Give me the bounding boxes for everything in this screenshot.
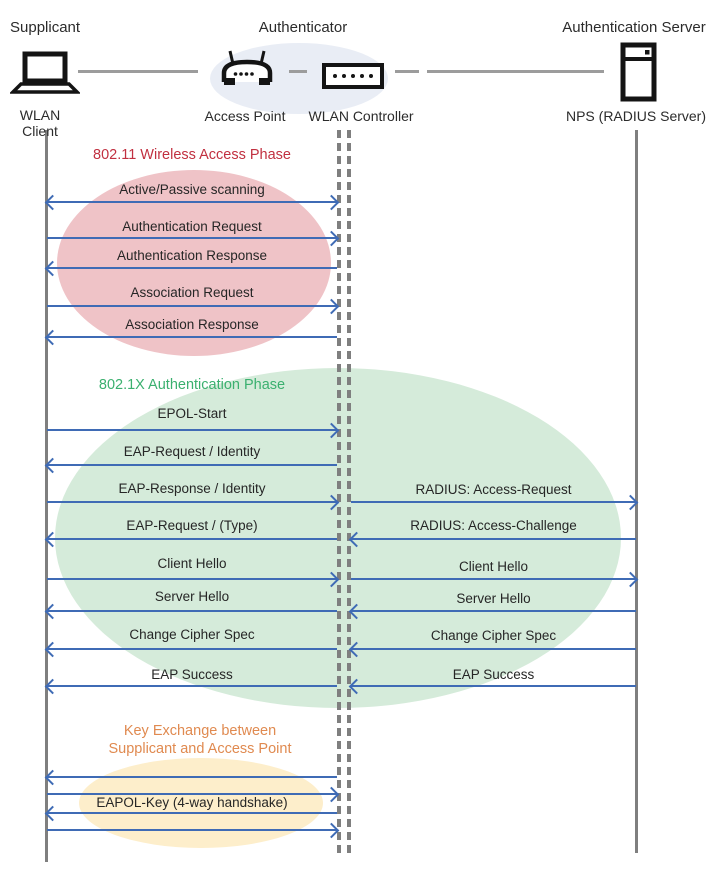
controller-dot — [369, 74, 373, 78]
device-connector-line — [289, 70, 307, 73]
message-arrow-right — [47, 829, 337, 831]
controller-dot — [333, 74, 337, 78]
message-arrow-right — [351, 501, 636, 503]
message-label: Change Cipher Spec — [430, 628, 557, 643]
message-label: EAP Success — [452, 667, 535, 682]
laptop-icon — [10, 51, 80, 95]
controller-dot — [360, 74, 364, 78]
phase3-title-line2: Supplicant and Access Point — [108, 741, 292, 757]
network-controller-icon — [322, 63, 384, 89]
message-arrow-right — [47, 429, 337, 431]
message-arrow-right — [47, 305, 337, 307]
message-arrow-left — [47, 538, 337, 540]
message-label: Server Hello — [456, 591, 531, 606]
controller-dot — [351, 74, 355, 78]
message-label: Association Response — [125, 317, 259, 332]
message-arrow-left — [47, 648, 337, 650]
device-connector-line — [427, 70, 604, 73]
device-connector-line — [395, 70, 419, 73]
message-label: Server Hello — [154, 589, 230, 604]
message-arrow-bidirectional — [47, 201, 337, 203]
message-arrow-left — [47, 464, 337, 466]
server-icon — [620, 42, 657, 102]
message-label: EPOL-Start — [157, 406, 227, 421]
device-label-nps: NPS (RADIUS Server) — [565, 108, 707, 124]
wireless-access-point-icon — [219, 49, 275, 93]
device-label-wlan-controller: WLAN Controller — [308, 108, 414, 124]
message-label: Association Request — [130, 285, 254, 300]
lifeline-wlan-client — [45, 130, 48, 862]
message-arrow-right — [47, 237, 337, 239]
message-arrow-left — [351, 610, 636, 612]
device-label-wlan-client: WLAN Client — [19, 107, 61, 139]
message-label: RADIUS: Access-Request — [415, 482, 572, 497]
phase2-title: 802.1X Authentication Phase — [98, 377, 286, 393]
message-arrow-left — [351, 648, 636, 650]
phase3-title-line1: Key Exchange between — [123, 723, 277, 739]
controller-dot — [342, 74, 346, 78]
message-label: Change Cipher Spec — [129, 627, 255, 642]
message-arrow-right — [47, 501, 337, 503]
message-label: EAP Success — [151, 667, 233, 682]
message-arrow-right — [351, 578, 636, 580]
device-connector-line — [78, 70, 198, 73]
role-label-authentication-server: Authentication Server — [562, 19, 706, 36]
message-label: EAP-Request / (Type) — [126, 518, 258, 533]
message-label: Client Hello — [458, 559, 529, 574]
message-label: Active/Passive scanning — [119, 182, 265, 197]
message-arrow-right — [47, 578, 337, 580]
message-label: EAP-Request / Identity — [123, 444, 261, 459]
message-label: Client Hello — [157, 556, 227, 571]
message-arrow-left — [47, 267, 337, 269]
role-label-supplicant: Supplicant — [10, 19, 81, 36]
role-label-authenticator: Authenticator — [258, 19, 348, 36]
message-label: EAP-Response / Identity — [118, 481, 266, 496]
message-label: Authentication Response — [116, 248, 268, 263]
phase1-title: 802.11 Wireless Access Phase — [93, 147, 291, 163]
message-arrow-left — [47, 336, 337, 338]
device-label-access-point: Access Point — [204, 108, 286, 124]
message-arrow-left — [47, 776, 337, 778]
message-arrow-left — [351, 685, 636, 687]
message-arrow-left — [47, 610, 337, 612]
message-arrow-left — [351, 538, 636, 540]
message-label: Authentication Request — [122, 219, 262, 234]
message-arrow-left — [47, 685, 337, 687]
message-arrow-left — [47, 812, 337, 814]
message-label: RADIUS: Access-Challenge — [410, 518, 577, 533]
message-label: EAPOL-Key (4-way handshake) — [96, 795, 288, 810]
